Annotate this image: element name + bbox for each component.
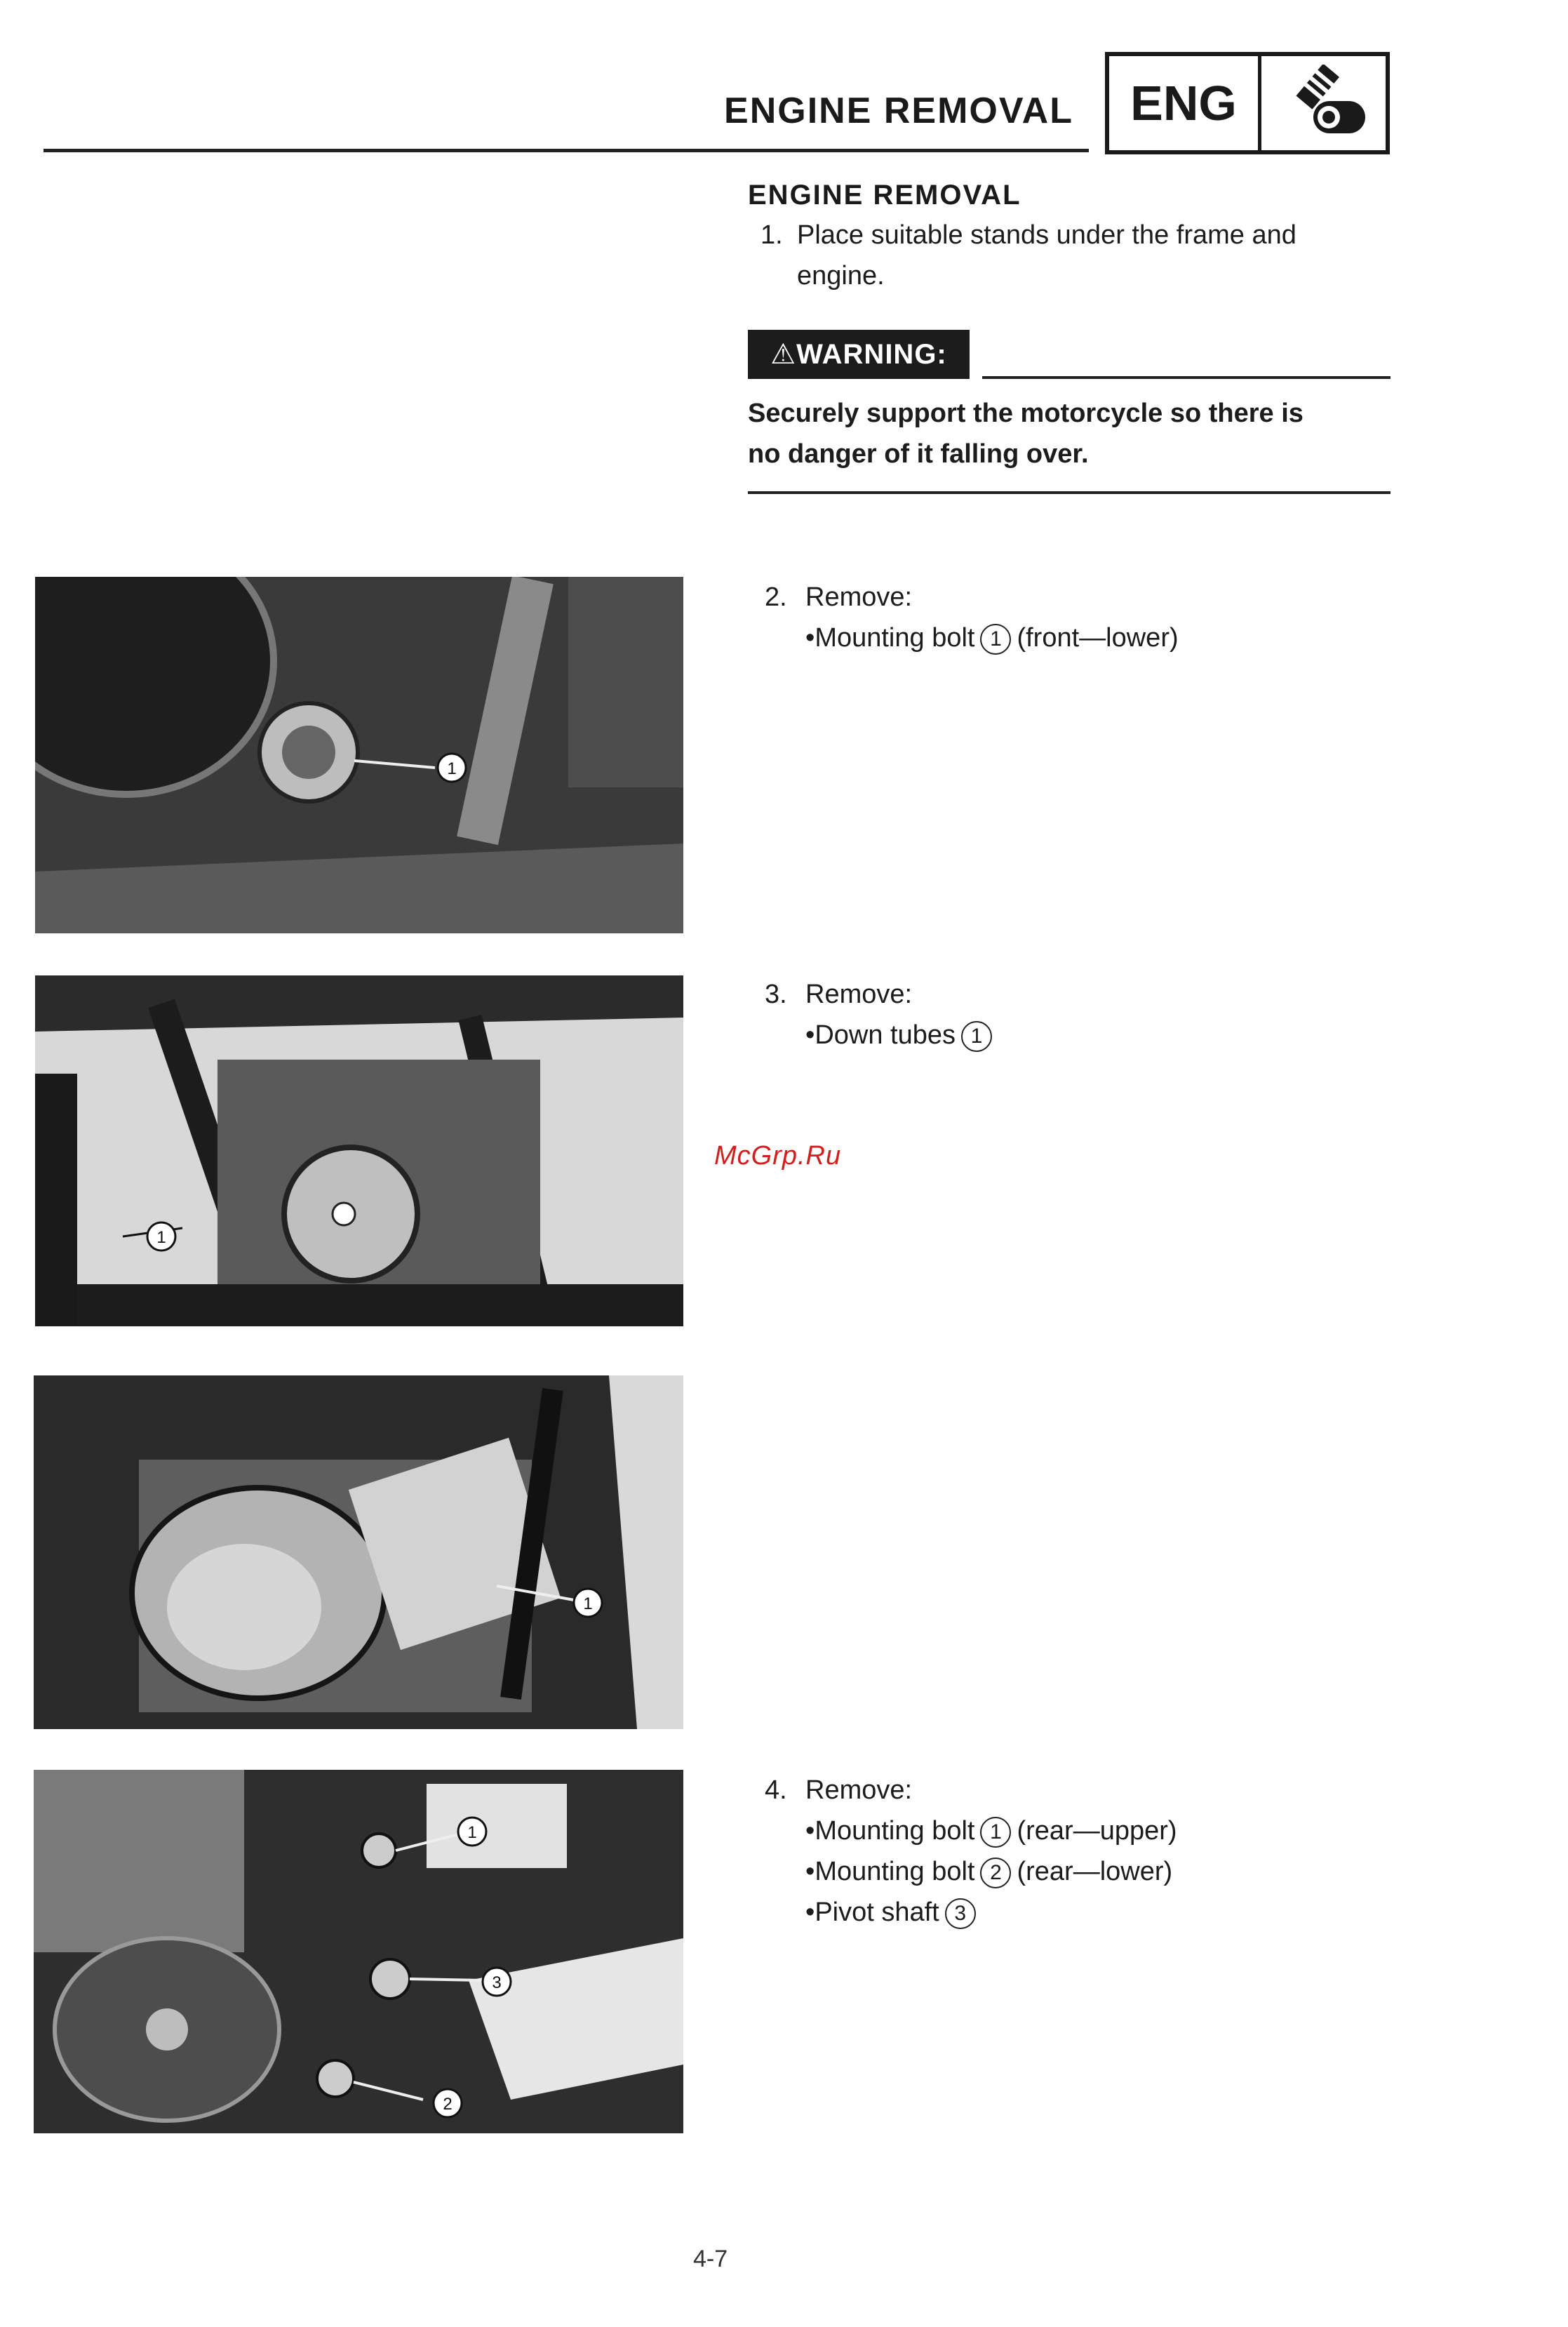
photo-down-tubes-right [34, 1375, 683, 1729]
warning-line2: no danger of it falling over. [748, 439, 1089, 469]
photo-1-callout: 1 [447, 759, 457, 778]
photo-4-callout-3: 3 [492, 1973, 502, 1992]
photo-front-lower-mount [35, 577, 683, 933]
step-2 [765, 577, 1179, 658]
step-4-action: Remove: [805, 1775, 913, 1805]
callout-number: 1 [980, 1817, 1011, 1848]
photo-4-callout-1: 1 [467, 1823, 477, 1842]
section-badge-label: ENG [1109, 56, 1261, 150]
engine-wrench-icon [1261, 56, 1386, 150]
callout-number: 1 [980, 624, 1011, 655]
list-item: •Pivot shaft 3 [765, 1892, 1177, 1933]
photo-4-callout-2: 2 [443, 2095, 453, 2114]
step-4-number: 4. [765, 1775, 787, 1805]
photo-2-callout: 1 [156, 1228, 166, 1247]
step-1-line1: Place suitable stands under the frame and [797, 220, 1296, 250]
step-2-action: Remove: [805, 582, 913, 612]
section-badge [1105, 52, 1390, 154]
step-2-number: 2. [765, 582, 787, 612]
step-4 [765, 1770, 1177, 1933]
photo-3-callout: 1 [583, 1594, 593, 1613]
step-3-action: Remove: [805, 980, 913, 1009]
step-1-line2: engine. [797, 261, 885, 291]
list-item: •Mounting bolt 1 (front—lower) [765, 618, 1179, 658]
warning-rule-top [982, 376, 1391, 379]
warning-line1: Securely support the motorcycle so there is [748, 399, 1304, 428]
step-3-number: 3. [765, 980, 787, 1009]
page-number: 4-7 [693, 2246, 728, 2272]
step-1-number: 1. [760, 220, 783, 250]
callout-number: 1 [961, 1021, 992, 1052]
section-title: ENGINE REMOVAL [748, 180, 1021, 211]
warning-rule-bottom [748, 491, 1391, 494]
header-rule [43, 149, 1089, 152]
list-item: •Mounting bolt 2 (rear—lower) [765, 1851, 1177, 1892]
warning-badge: ⚠WARNING: [748, 330, 970, 379]
step-3 [765, 974, 998, 1055]
photo-down-tubes-left [35, 975, 683, 1326]
warning-text [748, 393, 1393, 474]
watermark: McGrp.Ru [714, 1141, 842, 1171]
callout-number: 3 [945, 1898, 976, 1929]
callout-number: 2 [980, 1858, 1011, 1888]
list-item: •Mounting bolt 1 (rear—upper) [765, 1811, 1177, 1851]
photo-rear-mounts-pivot [34, 1770, 683, 2133]
list-item: •Down tubes 1 [765, 1015, 998, 1055]
step-1 [760, 215, 1391, 296]
page-header-title: ENGINE REMOVAL [724, 91, 1073, 131]
